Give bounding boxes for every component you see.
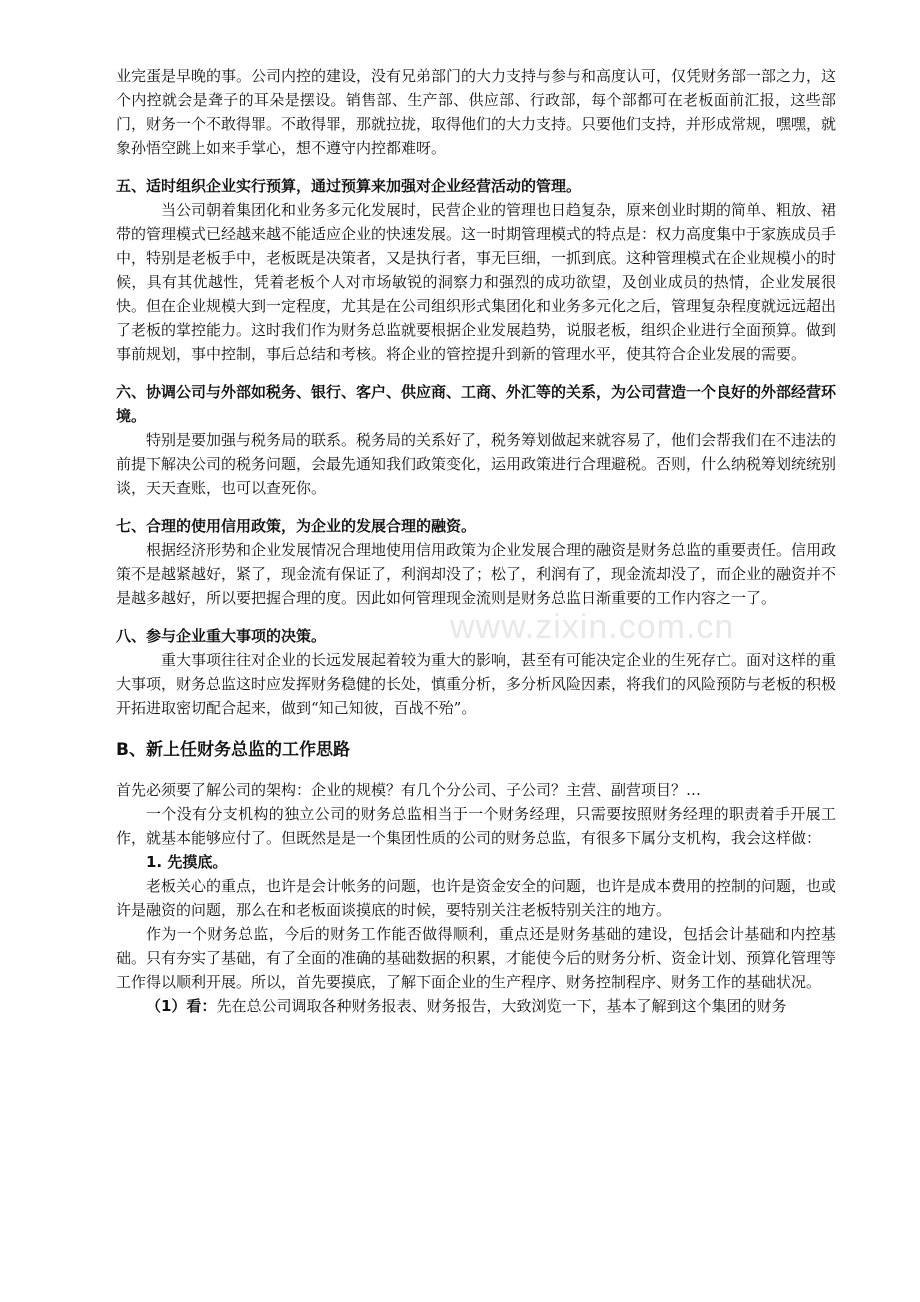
part-b-item-1 xyxy=(116,994,836,1018)
part-b-paragraph-2: 一个没有分支机构的独立公司的财务总监相当于一个财务经理，只需要按照财务经理的职责着手开展工作，就基本能够应付了。但既然是是一个集团性质的公司的财务总监，有很多下属分支机构，我会这样做： xyxy=(116,805,836,847)
section-5-heading: 五、适时组织企业实行预算，通过预算来加强对企业经营活动的管理。 xyxy=(116,177,582,195)
section-6-body: 特别是要加强与税务局的联系。税务局的关系好了，税务筹划做起来就容易了，他们会帮我们在不违法的前提下解决公司的税务问题，会最先通知我们政策变化，运用政策进行合理避税。否则，什么纳税筹划统统别谈，天天查账，也可以查死你。 xyxy=(116,431,837,497)
section-8-body: 重大事项往往对企业的长远发展起着较为重大的影响，甚至有可能决定企业的生死存亡。面对这样的重大事项，财务总监这时应发挥财务稳健的长处，慎重分析，多分析风险因素，将我们的风险预防与老板的积极开拓进取密切配合起来，做到“知己知彼，百战不殆”。 xyxy=(116,651,837,717)
part-b-paragraph-1: 首先必须要了解公司的架构：企业的规模？有几个分公司、子公司？主营、副营项目？… xyxy=(116,781,702,799)
watermark: www.zixin.com.cn xyxy=(450,608,735,646)
section-7-heading: 七、合理的使用信用政策，为企业的发展合理的融资。 xyxy=(116,517,477,535)
section-6-heading: 六、协调公司与外部如税务、银行、客户、供应商、工商、外汇等的关系，为公司营造一个良好的外部经营环境。 xyxy=(116,383,837,425)
part-b-paragraph-4: 作为一个财务总监，今后的财务工作能否做得顺利，重点还是财务基础的建设，包括会计基础和内控基础。只有夯实了基础，有了全面的准确的基础数据的积累，才能使今后的财务分析、资金计划、预算化管理等工作得以顺利开展。所以，首先要摸底，了解下面企业的生产程序、财务控制程序、财务工作的基础状况。 xyxy=(116,925,837,991)
part-b-heading: B、新上任财务总监的工作思路 xyxy=(116,740,350,760)
document-page xyxy=(116,64,836,1018)
item-1-text: 先在总公司调取各种财务报表、财务报告，大致浏览一下，基本了解到这个集团的财务 xyxy=(216,997,787,1015)
intro-paragraph: 业完蛋是早晚的事。公司内控的建设，没有兄弟部门的大力支持与参与和高度认可，仅凭财务部一部之力，这个内控就会是聋子的耳朵是摆设。销售部、生产部、供应部、行政部，每个部都可在老板面前汇报，这些部门，财务一个不敢得罪。不敢得罪，那就拉拢，取得他们的大力支持。只要他们支持，并形成常规，嘿嘿，就象孙悟空跳上如来手掌心，想不遵守内控都难呀。 xyxy=(116,67,837,157)
item-1-label: （1）看： xyxy=(146,997,217,1015)
section-7-body: 根据经济形势和企业发展情况合理地使用信用政策为企业发展合理的融资是财务总监的重要责任。信用政策不是越紧越好，紧了，现金流有保证了，利润却没了；松了，利润有了，现金流却没了，而企业的融资并不是越多越好，所以要把握合理的度。因此如何管理现金流则是财务总监日渐重要的工作内容之一了。 xyxy=(116,541,837,607)
part-b-paragraph-3: 老板关心的重点，也许是会计帐务的问题，也许是资金安全的问题，也许是成本费用的控制的问题，也或许是融资的问题，那么在和老板面谈摸底的时候，要特别关注老板特别关注的地方。 xyxy=(116,877,837,919)
section-8-heading: 八、参与企业重大事项的决策。 xyxy=(116,627,327,645)
part-b-subheading-1: 1. 先摸底。 xyxy=(146,853,228,871)
section-5-body: 当公司朝着集团化和业务多元化发展时，民营企业的管理也日趋复杂，原来创业时期的简单、粗放、裙带的管理模式已经越来越不能适应企业的快速发展。这一时期管理模式的特点是：权力高度集中于家族成员手中，特别是老板手中，老板既是决策者，又是执行者，事无巨细，一抓到底。这种管理模式在企业规模小的时候，具有其优越性，凭着老板个人对市场敏锐的洞察力和强烈的成功欲望，及创业成员的热情，企业发展很快。但在企业规模大到一定程度，尤其是在公司组织形式集团化和业务多元化之后，管理复杂程度就远远超出了老板的掌控能力。这时我们作为财务总监就要根据企业发展趋势，说服老板，组织企业进行全面预算。做到事前规划，事中控制，事后总结和考核。将企业的管控提升到新的管理水平，使其符合企业发展的需要。 xyxy=(116,201,837,363)
